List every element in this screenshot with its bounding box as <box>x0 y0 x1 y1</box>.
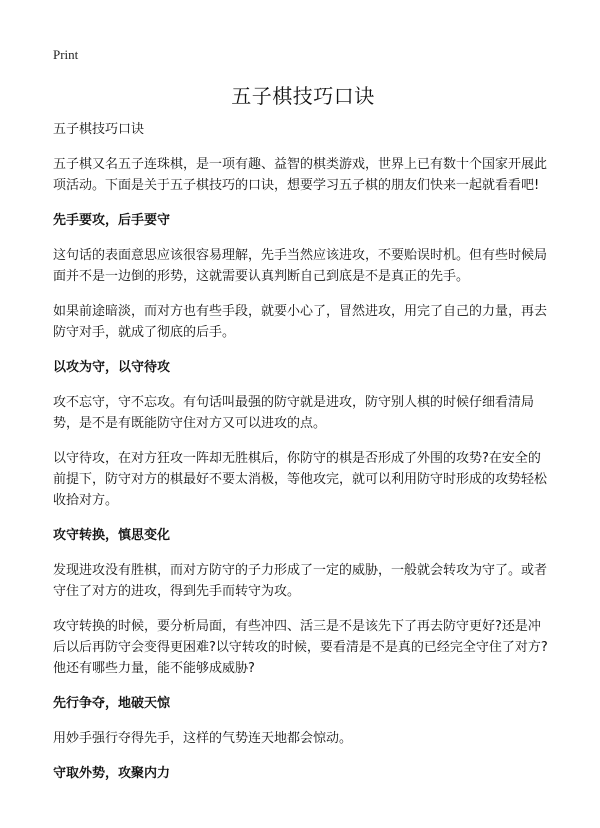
section-paragraph: 攻守转换的时候，要分析局面，有些冲四、活三是不是该先下了再去防守更好?还是冲后以后再防守会变得更困难?以守转攻的时候，要看清是不是真的已经完全守住了对方?他还有哪些力量，能不能够成威胁? <box>53 619 548 676</box>
section-paragraph: 攻不忘守，守不忘攻。有句话叫最强的防守就是进攻，防守别人棋的时候仔细看清局势，是不是有既能防守住对方又可以进攻的点。 <box>53 395 535 431</box>
section-paragraph: 以守待攻，在对方狂攻一阵却无胜棋后，你防守的棋是否形成了外围的攻势?在安全的前提下，防守对方的棋最好不要太消极，等他攻完，就可以利用防守时形成的攻势轻松收拾对方。 <box>53 451 548 508</box>
section-paragraph: 如果前途暗淡，而对方也有些手段，就要小心了，冒然进攻，用完了自己的力量，再去防守对手，就成了彻底的后手。 <box>53 304 548 340</box>
section-heading: 守取外势，攻聚内力 <box>53 766 171 781</box>
section-heading: 先行争夺，地破天惊 <box>53 696 171 711</box>
section-paragraph: 发现进攻没有胜棋，而对方防守的子力形成了一定的威胁，一般就会转攻为守了。或者守住了对方的进攻，得到先手而转守为攻。 <box>53 563 548 599</box>
article-body <box>53 119 553 798</box>
page-title: 五子棋技巧口诀 <box>231 84 375 108</box>
section-heading: 以攻为守，以守待攻 <box>53 360 171 375</box>
section-paragraph: 用妙手强行夺得先手，这样的气势连天地都会惊动。 <box>53 731 353 746</box>
print-link[interactable]: Print <box>53 47 79 62</box>
section-heading: 攻守转换，慎思变化 <box>53 528 171 543</box>
intro-paragraph: 五子棋又名五子连珠棋，是一项有趣、益智的棋类游戏，世界上已有数十个国家开展此项活动。下面是关于五子棋技巧的口诀，想要学习五子棋的朋友们快来一起就看看吧! <box>53 157 548 193</box>
article-subtitle: 五子棋技巧口诀 <box>53 122 145 137</box>
section-paragraph: 这句话的表面意思应该很容易理解，先手当然应该进攻，不要贻误时机。但有些时候局面并不是一边倒的形势，这就需要认真判断自己到底是不是真正的先手。 <box>53 248 548 284</box>
section-heading: 先手要攻，后手要守 <box>53 213 171 228</box>
